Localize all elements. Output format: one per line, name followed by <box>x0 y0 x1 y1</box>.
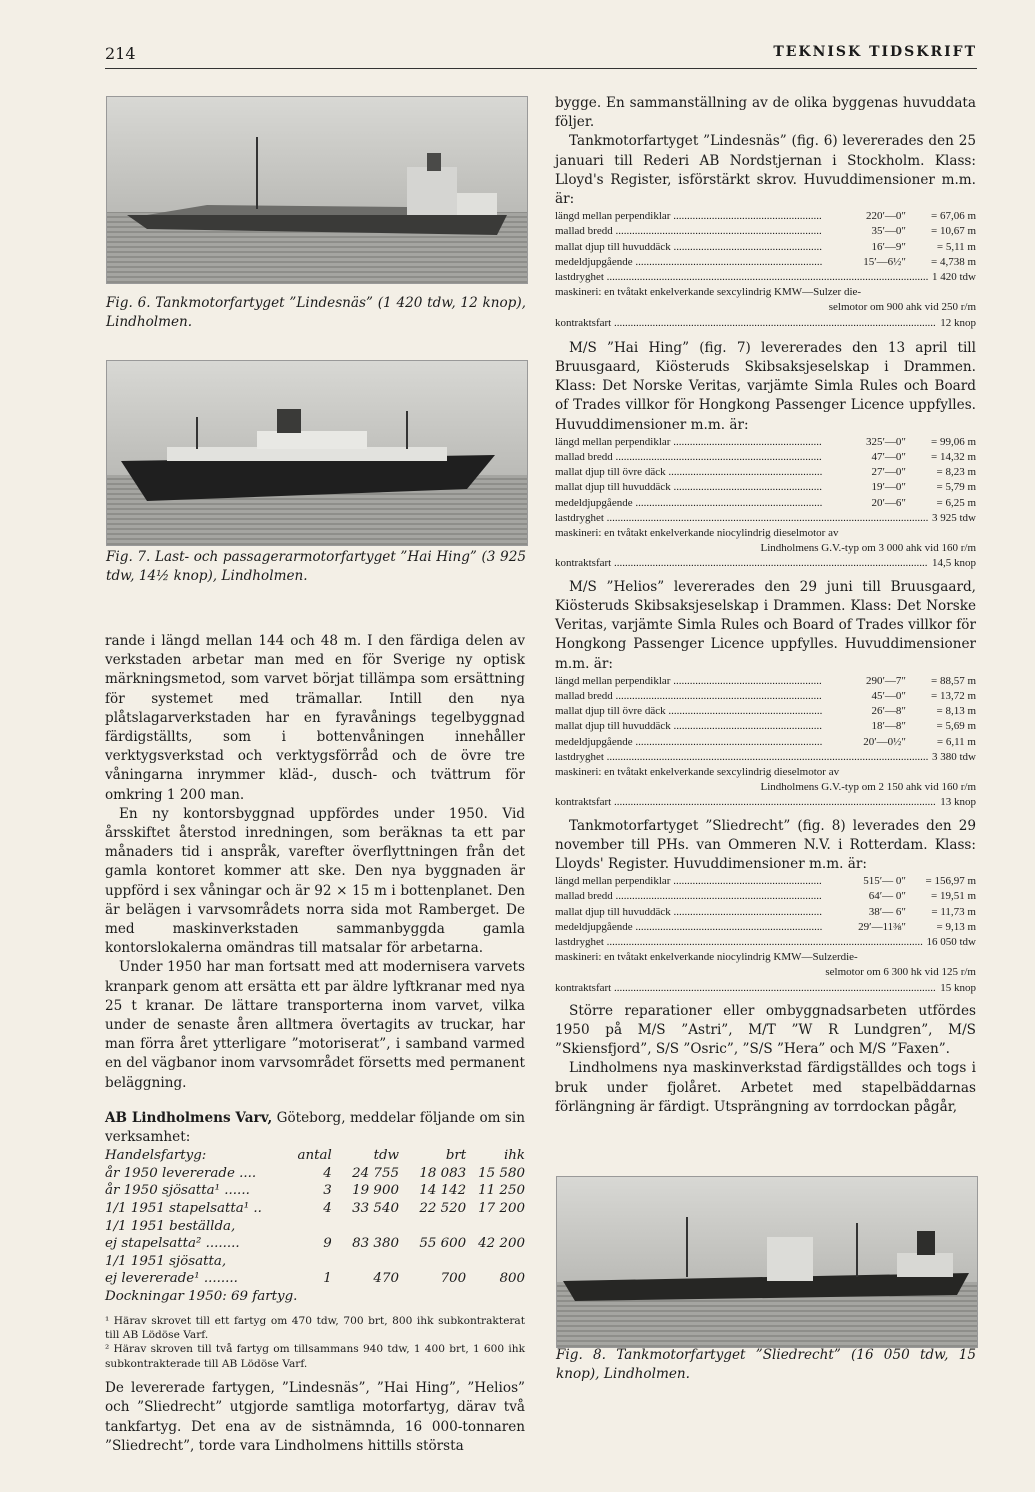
spec-row <box>555 255 976 270</box>
spec-row <box>555 889 976 904</box>
spec-row <box>555 240 976 255</box>
spec-v2: = 13,72 m <box>930 689 976 702</box>
table-cell: 18 083 <box>419 1165 467 1181</box>
table-row <box>105 1165 525 1183</box>
spec-helios <box>555 674 976 811</box>
spec-row <box>555 496 976 511</box>
spec-lab: längd mellan perpendiklar ..... <box>555 209 822 224</box>
spec-v1: 27′—0″ <box>871 466 906 479</box>
journal-title: TEKNISK TIDSKRIFT <box>773 44 977 60</box>
spec-machinery-cont: Lindholmens G.V.-typ om 3 000 ahk vid 160 r/m <box>760 542 976 555</box>
spec-lab: mallat djup till huvuddäck ..... <box>555 905 822 920</box>
intro-rest: Göteborg, meddelar följande om sin verksamhet: <box>105 1109 526 1146</box>
table-cell: ej levererade¹ ........ <box>105 1271 238 1287</box>
spec-v2: = 5,79 m <box>936 481 976 494</box>
table-row <box>105 1182 525 1200</box>
spec-total-row <box>555 270 976 285</box>
spec-lab: längd mellan perpendiklar ..... <box>555 874 822 889</box>
spec-row <box>555 689 976 704</box>
table-cell: 24 755 <box>352 1165 399 1181</box>
footnote-2: ² Härav skroven till två fartyg om tillsammans 940 tdw, 1 400 brt, 1 600 ihk subkontrakterade till AB Lödöse Varf. <box>105 1343 525 1370</box>
table-cell: 17 200 <box>478 1201 525 1217</box>
table-cell: 55 600 <box>419 1236 467 1252</box>
spec-machinery: maskineri: en tvåtakt enkelverkande sexcylindrig KMW—Sulzer die- <box>555 286 862 299</box>
table-cell: 700 <box>440 1271 467 1287</box>
spec-row <box>555 719 976 734</box>
spec-v2: = 5,11 m <box>936 240 976 253</box>
spec-total-row <box>555 935 976 950</box>
spec-v1: 15′—6½″ <box>863 255 906 268</box>
spec-v1: 20′—0½″ <box>863 735 906 748</box>
spec-v1: 47′—0″ <box>871 451 906 464</box>
spec-v2: = 9,13 m <box>936 920 976 933</box>
spec-label: lastdryghet ..... <box>555 511 928 526</box>
spec-v2: = 67,06 m <box>930 210 976 223</box>
spec-v2: = 6,11 m <box>936 735 976 748</box>
page-number: 214 <box>105 44 136 63</box>
table-cell: 14 142 <box>419 1183 467 1199</box>
spec-lab: mallad bredd ..... <box>555 224 822 239</box>
spec-row <box>555 209 976 224</box>
spec-v2: = 4,738 m <box>930 255 976 268</box>
spec-lab: mallad bredd ..... <box>555 689 822 704</box>
table-cell: 3 <box>323 1183 332 1199</box>
spec-total-row <box>555 511 976 526</box>
spec-v1: 64′— 0″ <box>868 890 906 903</box>
table-cell: 4 <box>323 1201 332 1217</box>
paragraph-workshop: rande i längd mellan 144 och 48 m. I den färdiga delen av verkstaden arbetar man med en för Sverige ny optisk märkningsmetod, som varvet börjat tillämpa som ersättning för systemet med trämallar. Intill den nya plåtslagarverkstaden har en fyravånings tegelbyggnad färdigställts, som i bottenvåningen innehåller verktygsverkstad och verktygsförråd och de övre tre våningarna inrymmer kläd-, dusch- och tvättrum för omkring 1 200 man. <box>105 633 525 803</box>
spec-label: kontraktsfart ..... <box>555 795 936 810</box>
spec-lindesnas <box>555 209 976 331</box>
table-cell: Dockningar 1950: 69 fartyg. <box>105 1289 298 1305</box>
table-cell: ihk <box>503 1148 525 1164</box>
spec-v1: 35′—0″ <box>871 225 906 238</box>
spec-lab: mallat djup till huvuddäck ..... <box>555 480 822 495</box>
table-cell: antal <box>297 1148 332 1164</box>
spec-value: 3 380 tdw <box>932 750 976 763</box>
table-cell: 800 <box>499 1271 525 1287</box>
spec-v1: 325′—0″ <box>866 435 906 448</box>
footnotes <box>105 1314 525 1372</box>
fig7-photo <box>106 360 528 546</box>
spec-value: 13 knop <box>940 796 976 809</box>
spec-row <box>555 450 976 465</box>
paragraph-lindesnas: Tankmotorfartyget ”Lindesnäs” (fig. 6) levererades den 25 januari till Rederi AB Nordstjernan i Stockholm. Klass: Lloyd's Register, isförstärkt skrov. Huvuddimensioner m.m. är: <box>555 133 976 208</box>
table-cell: 42 200 <box>478 1236 525 1252</box>
spec-row <box>555 224 976 239</box>
spec-v1: 515′— 0″ <box>863 875 906 888</box>
table-row <box>105 1270 525 1288</box>
spec-v2: = 5,69 m <box>936 720 976 733</box>
spec-lab: mallad bredd ..... <box>555 450 822 465</box>
table-row <box>105 1147 525 1165</box>
table-cell: 11 250 <box>478 1183 525 1199</box>
production-table <box>105 1147 525 1305</box>
fig7-caption: Fig. 7. Last- och passagerarmotorfartyget ”Hai Hing” (3 925 tdw, 14½ knop), Lindholmen. <box>106 549 526 584</box>
table-row <box>105 1218 525 1236</box>
spec-value: 16 050 tdw <box>926 935 976 948</box>
spec-label: lastdryghet ..... <box>555 750 928 765</box>
spec-lab: medeldjupgående ..... <box>555 255 822 270</box>
left-column <box>105 632 525 1456</box>
spec-row <box>555 704 976 719</box>
spec-row <box>555 735 976 750</box>
spec-lab: längd mellan perpendiklar ..... <box>555 435 822 450</box>
spec-v1: 18′—8″ <box>871 720 906 733</box>
table-cell: brt <box>445 1148 467 1164</box>
spec-v2: = 11,73 m <box>931 905 976 918</box>
spec-v1: 20′—6″ <box>871 496 906 509</box>
spec-machinery: maskineri: en tvåtakt enkelverkande niocylindrig KMW—Sulzerdie- <box>555 951 858 964</box>
spec-value: 14,5 knop <box>932 557 976 570</box>
spec-total-row <box>555 750 976 765</box>
paragraph-lindholmen-intro <box>105 1109 525 1147</box>
footnote-1: ¹ Härav skrovet till ett fartyg om 470 tdw, 700 brt, 800 ihk subkontrakterat till AB Lödöse Varf. <box>105 1314 525 1342</box>
spec-machinery-cont: selmotor om 6 300 hk vid 125 r/m <box>825 966 976 979</box>
paragraph-hai-hing: M/S ”Hai Hing” (fig. 7) levererades den 13 april till Bruusgaard, Kiösteruds Skibsaksjeselskap i Drammen. Klass: Det Norske Veritas, varjämte Simla Rules och Board of Trades villkor för Hongkong Passenger Licence uppfylles. Huvuddimensioner m.m. är: <box>555 339 976 433</box>
table-cell: 1/1 1951 beställda, <box>105 1218 236 1234</box>
spec-row <box>555 480 976 495</box>
spec-machinery-cont: selmotor om 900 ahk vid 250 r/m <box>828 301 976 314</box>
spec-lab: medeldjupgående ..... <box>555 735 822 750</box>
spec-v1: 26′—8″ <box>871 705 906 718</box>
spec-v1: 220′—0″ <box>866 210 906 223</box>
spec-row <box>555 435 976 450</box>
spec-v2: = 8,23 m <box>936 466 976 479</box>
spec-label: kontraktsfart ..... <box>555 981 936 996</box>
spec-machinery: maskineri: en tvåtakt enkelverkande sexcylindrig dieselmotor av <box>555 765 840 778</box>
table-cell: 9 <box>323 1236 332 1252</box>
spec-lab: medeldjupgående ..... <box>555 496 822 511</box>
spec-label: lastdryghet ..... <box>555 270 928 285</box>
spec-row <box>555 905 976 920</box>
spec-v1: 19′—0″ <box>871 481 906 494</box>
spec-v2: = 99,06 m <box>930 435 976 448</box>
table-cell: Handelsfartyg: <box>105 1148 207 1164</box>
table-cell: 1/1 1951 sjösatta, <box>105 1253 227 1269</box>
table-row <box>105 1253 525 1271</box>
spec-value: 3 925 tdw <box>932 511 976 524</box>
spec-v1: 290′—7″ <box>866 674 906 687</box>
spec-label: lastdryghet ..... <box>555 935 923 950</box>
spec-row <box>555 874 976 889</box>
header-rule <box>105 68 977 69</box>
spec-lab: mallat djup till övre däck ..... <box>555 704 822 719</box>
spec-lab: mallad bredd ..... <box>555 889 822 904</box>
spec-v1: 16′—9″ <box>871 240 906 253</box>
table-cell: 15 580 <box>478 1165 525 1181</box>
spec-v2: = 19,51 m <box>930 890 976 903</box>
table-cell: år 1950 sjösatta¹ ...... <box>105 1183 250 1199</box>
table-cell: tdw <box>373 1148 399 1164</box>
table-cell: 4 <box>323 1165 332 1181</box>
table-cell: 1 <box>323 1271 332 1287</box>
table-row <box>105 1235 525 1253</box>
table-cell: 470 <box>373 1271 399 1287</box>
spec-value: 12 knop <box>940 316 976 329</box>
right-column <box>555 94 976 1117</box>
table-cell: 22 520 <box>419 1201 467 1217</box>
table-row <box>105 1200 525 1218</box>
spec-machinery: maskineri: en tvåtakt enkelverkande niocylindrig dieselmotor av <box>555 527 839 540</box>
paragraph-delivered: De levererade fartygen, ”Lindesnäs”, ”Hai Hing”, ”Helios” och ”Sliedrecht” utgjorde samtliga motorfartyg, därav två tankfartyg. Det ena av de sistnämnda, 16 000-tonnaren ”Sliedrecht”, torde vara Lindholmens hittills största <box>105 1380 525 1454</box>
spec-row <box>555 465 976 480</box>
spec-value: 15 knop <box>940 981 976 994</box>
table-cell: år 1950 levererade .... <box>105 1165 257 1181</box>
spec-v2: = 8,13 m <box>936 705 976 718</box>
spec-v1: 45′—0″ <box>871 689 906 702</box>
spec-value: 1 420 tdw <box>932 271 976 284</box>
spec-total-row <box>555 556 976 571</box>
spec-total-row <box>555 316 976 331</box>
fig8-caption: Fig. 8. Tankmotorfartyget ”Sliedrecht” (16 050 tdw, 15 knop), Lindholmen. <box>556 1347 976 1382</box>
spec-total-row <box>555 795 976 810</box>
spec-lab: mallat djup till övre däck ..... <box>555 465 822 480</box>
table-cell: ej stapelsatta² ........ <box>105 1236 240 1252</box>
spec-sliedrecht <box>555 874 976 996</box>
paragraph-new-workshop: Lindholmens nya maskinverkstad färdigställdes och togs i bruk under fjolåret. Arbetet med stapelbäddarnas förlängning är färdigt. Utsprängning av torrdockan pågår, <box>555 1060 976 1115</box>
spec-lab: mallat djup till huvuddäck ..... <box>555 719 822 734</box>
spec-v2: = 14,32 m <box>930 451 976 464</box>
table-cell: 1/1 1951 stapelsatta¹ .. <box>105 1201 262 1217</box>
company-name: AB Lindholmens Varv, <box>105 1109 273 1126</box>
paragraph-r1: bygge. En sammanställning av de olika byggenas huvuddata följer. <box>555 95 976 131</box>
spec-v2: = 88,57 m <box>930 674 976 687</box>
fig6-photo <box>106 96 528 284</box>
spec-v1: 38′— 6″ <box>868 905 906 918</box>
spec-total-row <box>555 981 976 996</box>
spec-label: kontraktsfart ..... <box>555 316 936 331</box>
paragraph-office: En ny kontorsbyggnad uppfördes under 1950. Vid årsskiftet återstod inredningen, som beräknas ta ett par månaders tid i anspråk, varefter överflyttningen från det gamla kontoret kommer att ske. Den nya byggnaden är uppförd i sex våningar och är 92 × 15 m i bottenplanet. Den är belägen i varvsområdets norra sida mot Ramberget. De med maskinverkstaden sammanbyggda gamla kontorslokalerna omändras till matsalar för arbetarna. <box>105 805 525 957</box>
fig8-photo <box>556 1176 978 1348</box>
paragraph-repairs: Större reparationer eller ombyggnadsarbeten utfördes 1950 på M/S ”Astri”, M/T ”W R Lundgren”, M/S ”Skiensfjord”, S/S ”Osric”, ”S/S ”Hera” och M/S ”Faxen”. <box>555 1002 976 1058</box>
spec-machinery-cont: Lindholmens G.V.-typ om 2 150 ahk vid 160 r/m <box>760 781 976 794</box>
spec-v2: = 10,67 m <box>930 225 976 238</box>
spec-v1: 29′—11⅜″ <box>858 920 906 933</box>
spec-lab: medeldjupgående ..... <box>555 920 822 935</box>
spec-row <box>555 674 976 689</box>
spec-label: kontraktsfart ..... <box>555 556 928 571</box>
paragraph-cranes: Under 1950 har man fortsatt med att modernisera varvets kranpark genom att ersätta ett par äldre lyftkranar med nya 25 t kranar. De lättare transporterna inom varvet, vilka under de senaste åren alltmera övertagits av truckar, har man förra året ytterligare ”motoriserat”, i samband varmed en del vägbanor inom varvsområdet försetts med permanent beläggning. <box>105 959 525 1091</box>
table-cell: 83 380 <box>352 1236 399 1252</box>
spec-row <box>555 920 976 935</box>
spec-v2: = 6,25 m <box>936 496 976 509</box>
table-cell: 33 540 <box>352 1201 399 1217</box>
spec-lab: mallat djup till huvuddäck ..... <box>555 240 822 255</box>
table-row <box>105 1288 525 1306</box>
paragraph-helios: M/S ”Helios” levererades den 29 juni till Bruusgaard, Kiösteruds Skibsaksjeselskap i Drammen. Klass: Det Norske Veritas, varjämte Simla Rules och Board of Trades villkor för Hongkong Passenger Licence uppfylles. Huvuddimensioner m.m. är: <box>555 578 976 672</box>
table-cell: 19 900 <box>352 1183 399 1199</box>
spec-v2: = 156,97 m <box>925 875 976 888</box>
fig6-caption: Fig. 6. Tankmotorfartyget ”Lindesnäs” (1 420 tdw, 12 knop), Lindholmen. <box>106 295 526 330</box>
spec-lab: längd mellan perpendiklar ..... <box>555 674 822 689</box>
spec-hai-hing <box>555 435 976 572</box>
paragraph-sliedrecht: Tankmotorfartyget ”Sliedrecht” (fig. 8) leverades den 29 november till PHs. van Ommeren N.V. i Rotterdam. Klass: Lloyds' Register. Huvuddimensioner m.m. är: <box>555 817 976 872</box>
